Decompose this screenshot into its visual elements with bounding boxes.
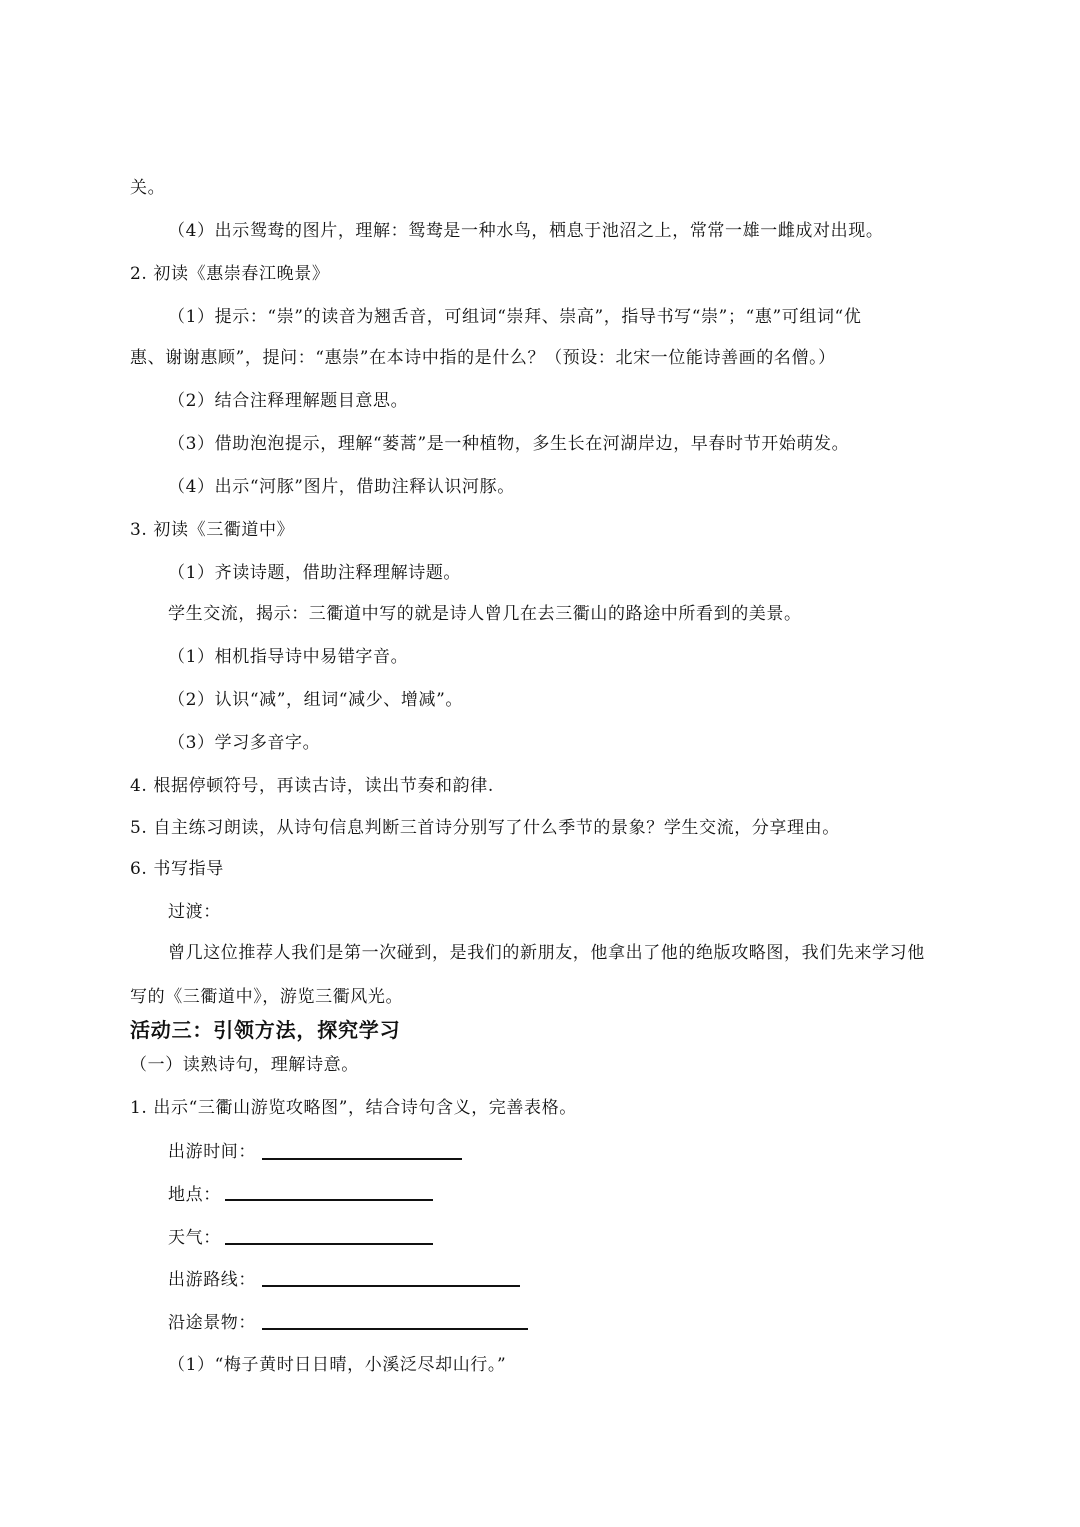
fill-blank-route[interactable] xyxy=(262,1285,520,1287)
text-line: （1）提示：“崇”的读音为翘舌音，可组词“崇拜、崇高”，指导书写“崇”；“惠”可组词“优 xyxy=(168,307,862,327)
text-line: 曾几这位推荐人我们是第一次碰到，是我们的新朋友，他拿出了他的绝版攻略图，我们先来学习他 xyxy=(168,943,925,963)
field-label-time: 出游时间： xyxy=(168,1142,256,1162)
text-line: 1. 出示“三衢山游览攻略图”，结合诗句含义，完善表格。 xyxy=(130,1098,577,1118)
text-line: （1）“梅子黄时日日晴，小溪泛尽却山行。” xyxy=(168,1355,507,1375)
text-line: （2）结合注释理解题目意思。 xyxy=(168,391,409,411)
text-line: 学生交流，揭示：三衢道中写的就是诗人曾几在去三衢山的路途中所看到的美景。 xyxy=(168,604,802,624)
text-line: 过渡： xyxy=(168,902,221,922)
text-line: （1）齐读诗题，借助注释理解诗题。 xyxy=(168,563,462,583)
section-6-heading: 6. 书写指导 xyxy=(130,859,224,879)
section-5-heading: 5. 自主练习朗读，从诗句信息判断三首诗分别写了什么季节的景象？学生交流，分享理由。 xyxy=(130,818,840,838)
text-line: （1）相机指导诗中易错字音。 xyxy=(168,647,409,667)
text-line: （4）出示鸳鸯的图片，理解：鸳鸯是一种水鸟，栖息于池沼之上，常常一雄一雌成对出现。 xyxy=(168,221,884,241)
section-4-heading: 4. 根据停顿符号，再读古诗，读出节奏和韵律. xyxy=(130,776,494,796)
text-line: 惠、谢谢惠顾”，提问：“惠崇”在本诗中指的是什么？（预设：北宋一位能诗善画的名僧。） xyxy=(130,348,836,368)
text-line: （4）出示“河豚”图片，借助注释认识河豚。 xyxy=(168,477,515,497)
section-2-heading: 2. 初读《惠崇春江晚景》 xyxy=(130,264,330,284)
field-label-place: 地点： xyxy=(168,1185,221,1205)
fill-blank-time[interactable] xyxy=(262,1158,462,1160)
fill-blank-place[interactable] xyxy=(225,1199,433,1201)
text-line: （3）学习多音字。 xyxy=(168,733,321,753)
text-line: 关。 xyxy=(130,178,166,198)
fill-blank-weather[interactable] xyxy=(225,1243,433,1245)
field-label-scenery: 沿途景物： xyxy=(168,1313,256,1333)
text-line: （一）读熟诗句，理解诗意。 xyxy=(130,1055,359,1075)
text-line: （3）借助泡泡提示，理解“蒌蒿”是一种植物，多生长在河湖岸边，早春时节开始萌发。 xyxy=(168,434,850,454)
activity-heading: 活动三：引领方法，探究学习 xyxy=(130,1018,401,1042)
field-label-route: 出游路线： xyxy=(168,1270,256,1290)
section-3-heading: 3. 初读《三衢道中》 xyxy=(130,520,295,540)
field-label-weather: 天气： xyxy=(168,1228,221,1248)
fill-blank-scenery[interactable] xyxy=(262,1328,528,1330)
text-line: 写的《三衢道中》，游览三衢风光。 xyxy=(130,987,404,1007)
text-line: （2）认识“减”，组词“减少、增减”。 xyxy=(168,690,463,710)
